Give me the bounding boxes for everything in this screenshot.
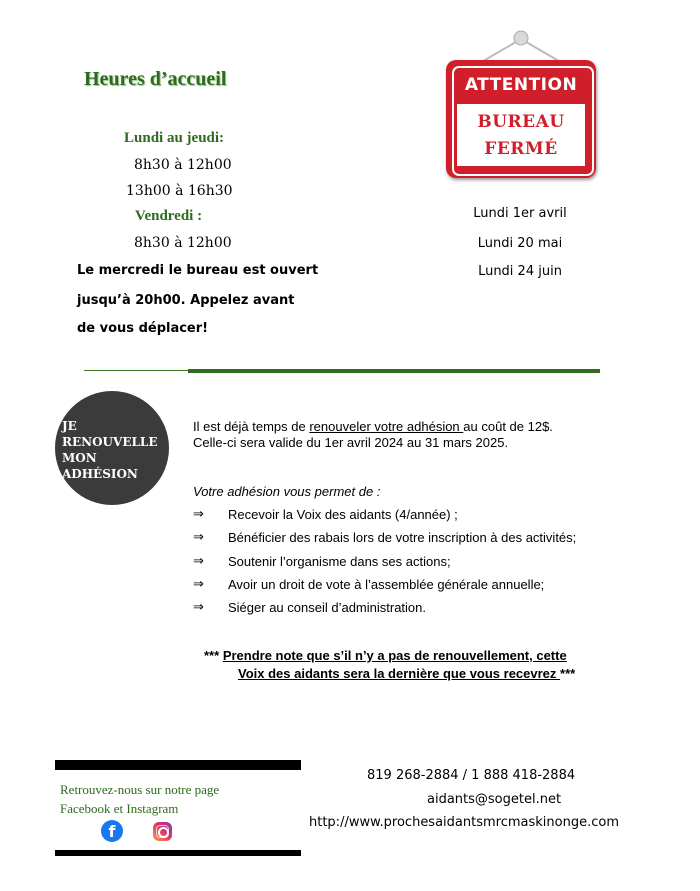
friday-label: Vendredi : bbox=[135, 208, 203, 224]
renewal-badge-text bbox=[62, 418, 172, 482]
renew-membership-text: renouveler votre adhésion bbox=[309, 419, 464, 434]
arrow-icon: ⇒ bbox=[193, 577, 204, 592]
mon-thu-slot-2: 13h00 à 16h30 bbox=[126, 183, 233, 199]
membership-intro-post: au coût de 12$. bbox=[463, 419, 553, 434]
warning-stars: *** bbox=[204, 648, 220, 663]
footer-bar-bottom bbox=[55, 850, 301, 856]
email-address[interactable]: aidants@sogetel.net bbox=[427, 792, 562, 807]
sign-attention-text: ATTENTION bbox=[464, 75, 578, 95]
closed-date-3: Lundi 24 juin bbox=[478, 264, 562, 279]
section-divider bbox=[188, 369, 600, 373]
mon-thu-label: Lundi au jeudi: bbox=[124, 130, 225, 146]
benefit-item: Siéger au conseil d’administration. bbox=[228, 600, 426, 615]
wednesday-note-line-3: de vous déplacer! bbox=[77, 321, 209, 336]
facebook-icon[interactable]: f bbox=[101, 820, 123, 842]
arrow-icon: ⇒ bbox=[193, 554, 204, 569]
social-text-line-1: Retrouvez-nous sur notre page bbox=[60, 782, 220, 797]
warning-stars-end: *** bbox=[560, 666, 576, 681]
warning-text-1: Prendre note que s’il n’y a pas de renouvellement, cette bbox=[222, 648, 567, 663]
instagram-icon[interactable] bbox=[153, 822, 172, 841]
badge-line-3: MON bbox=[62, 451, 97, 465]
wednesday-note-line-1: Le mercredi le bureau est ouvert bbox=[77, 263, 319, 278]
benefit-item: Recevoir la Voix des aidants (4/année) ; bbox=[228, 507, 458, 522]
closed-date-1: Lundi 1er avril bbox=[473, 206, 567, 221]
membership-validity: Celle-ci sera valide du 1er avril 2024 au 31 mars 2025. bbox=[193, 435, 509, 450]
sign-ferme-text: FERMÉ bbox=[484, 139, 558, 159]
phone-number: 819 268-2884 / 1 888 418-2884 bbox=[367, 768, 576, 783]
badge-line-4: ADHÉSION bbox=[62, 467, 138, 481]
benefit-item: Avoir un droit de vote à l’assemblée générale annuelle; bbox=[228, 577, 545, 592]
arrow-icon: ⇒ bbox=[193, 507, 204, 522]
warning-text-2: Voix des aidants sera la dernière que vous recevrez bbox=[238, 666, 561, 681]
membership-intro-pre: Il est déjà temps de bbox=[193, 419, 310, 434]
badge-line-1: JE bbox=[62, 419, 77, 433]
friday-slot-1: 8h30 à 12h00 bbox=[134, 235, 232, 251]
sign-bureau-text: BUREAU bbox=[477, 112, 565, 132]
website-link[interactable]: http://www.prochesaidantsmrcmaskinonge.com bbox=[309, 815, 619, 830]
arrow-icon: ⇒ bbox=[193, 600, 204, 615]
benefit-item: Bénéficier des rabais lors de votre inscription à des activités; bbox=[228, 530, 577, 545]
social-text-line-2: Facebook et Instagram bbox=[60, 801, 179, 816]
section-divider-thin bbox=[84, 370, 188, 371]
membership-intro bbox=[193, 419, 553, 435]
warning-line-1 bbox=[204, 648, 567, 663]
arrow-icon: ⇒ bbox=[193, 530, 204, 545]
wednesday-note-line-2: jusqu’à 20h00. Appelez avant bbox=[77, 293, 295, 308]
footer-bar-top bbox=[55, 760, 301, 770]
mon-thu-slot-1: 8h30 à 12h00 bbox=[134, 157, 232, 173]
warning-line-2 bbox=[238, 666, 575, 681]
benefits-title: Votre adhésion vous permet de : bbox=[193, 484, 381, 499]
benefit-item: Soutenir l’organisme dans ses actions; bbox=[228, 554, 451, 569]
closed-date-2: Lundi 20 mai bbox=[477, 236, 563, 251]
hours-title: Heures d’accueil bbox=[84, 68, 227, 90]
badge-line-2: RENOUVELLE bbox=[62, 435, 158, 449]
